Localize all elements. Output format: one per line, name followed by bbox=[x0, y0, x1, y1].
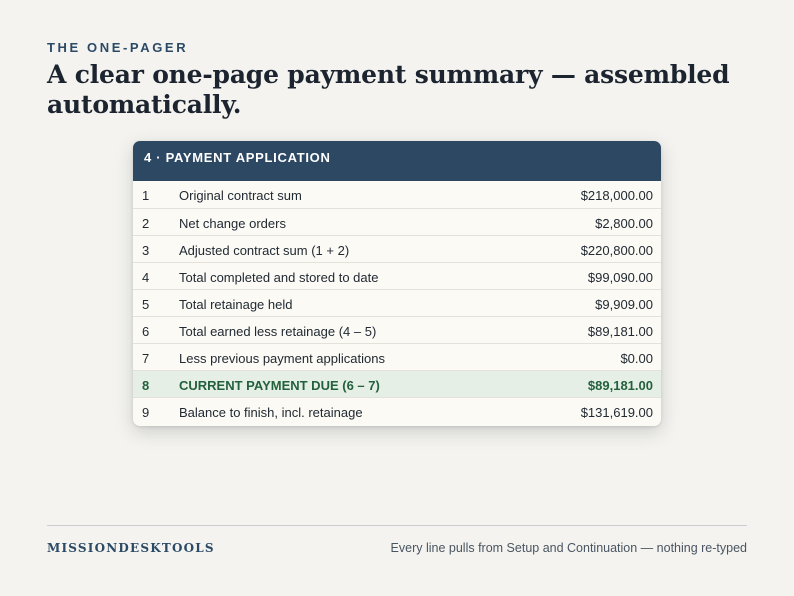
page-headline: A clear one-page payment summary — assembled automatically. bbox=[47, 60, 730, 119]
line-description: Total earned less retainage (4 – 5) bbox=[179, 324, 377, 339]
line-number: 8 bbox=[142, 378, 150, 393]
line-amount: $89,181.00 bbox=[587, 324, 653, 339]
line-number: 5 bbox=[142, 297, 150, 312]
payment-line-7 bbox=[133, 343, 661, 370]
line-amount: $99,090.00 bbox=[587, 270, 653, 285]
line-description: Total retainage held bbox=[179, 297, 293, 312]
line-description: Original contract sum bbox=[179, 188, 302, 203]
line-number: 6 bbox=[142, 324, 150, 339]
payment-line-6 bbox=[133, 316, 661, 343]
line-number: 4 bbox=[142, 270, 150, 285]
line-amount: $9,909.00 bbox=[595, 297, 653, 312]
payment-lines bbox=[133, 181, 661, 424]
footer-divider bbox=[47, 525, 747, 526]
payment-line-4 bbox=[133, 262, 661, 289]
line-amount: $89,181.00 bbox=[587, 378, 653, 393]
line-description: Net change orders bbox=[179, 216, 286, 231]
line-amount: $220,800.00 bbox=[580, 243, 653, 258]
line-number: 2 bbox=[142, 216, 150, 231]
current-payment-due-line bbox=[133, 370, 661, 397]
line-description: Adjusted contract sum (1 + 2) bbox=[179, 243, 350, 258]
payment-line-3 bbox=[133, 235, 661, 262]
line-description: Total completed and stored to date bbox=[179, 270, 379, 285]
line-number: 1 bbox=[142, 188, 150, 203]
line-number: 3 bbox=[142, 243, 150, 258]
payment-line-2 bbox=[133, 208, 661, 235]
brand-wordmark: MISSIONDESKTOOLS bbox=[47, 541, 215, 555]
line-amount: $218,000.00 bbox=[580, 188, 653, 203]
line-description: Less previous payment applications bbox=[179, 351, 385, 366]
card-header: 4 · PAYMENT APPLICATION bbox=[133, 141, 661, 181]
line-number: 9 bbox=[142, 405, 150, 420]
payment-line-5 bbox=[133, 289, 661, 316]
payment-line-9 bbox=[133, 397, 661, 424]
line-amount: $2,800.00 bbox=[595, 216, 653, 231]
line-number: 7 bbox=[142, 351, 150, 366]
footer-note: Every line pulls from Setup and Continuation — nothing re-typed bbox=[390, 541, 747, 555]
line-description: CURRENT PAYMENT DUE (6 – 7) bbox=[179, 378, 380, 393]
eyebrow-label: THE ONE-PAGER bbox=[47, 40, 189, 55]
payment-application-card bbox=[133, 141, 661, 426]
line-amount: $131,619.00 bbox=[580, 405, 653, 420]
payment-line-1 bbox=[133, 181, 661, 208]
line-description: Balance to finish, incl. retainage bbox=[179, 405, 363, 420]
line-amount: $0.00 bbox=[620, 351, 653, 366]
